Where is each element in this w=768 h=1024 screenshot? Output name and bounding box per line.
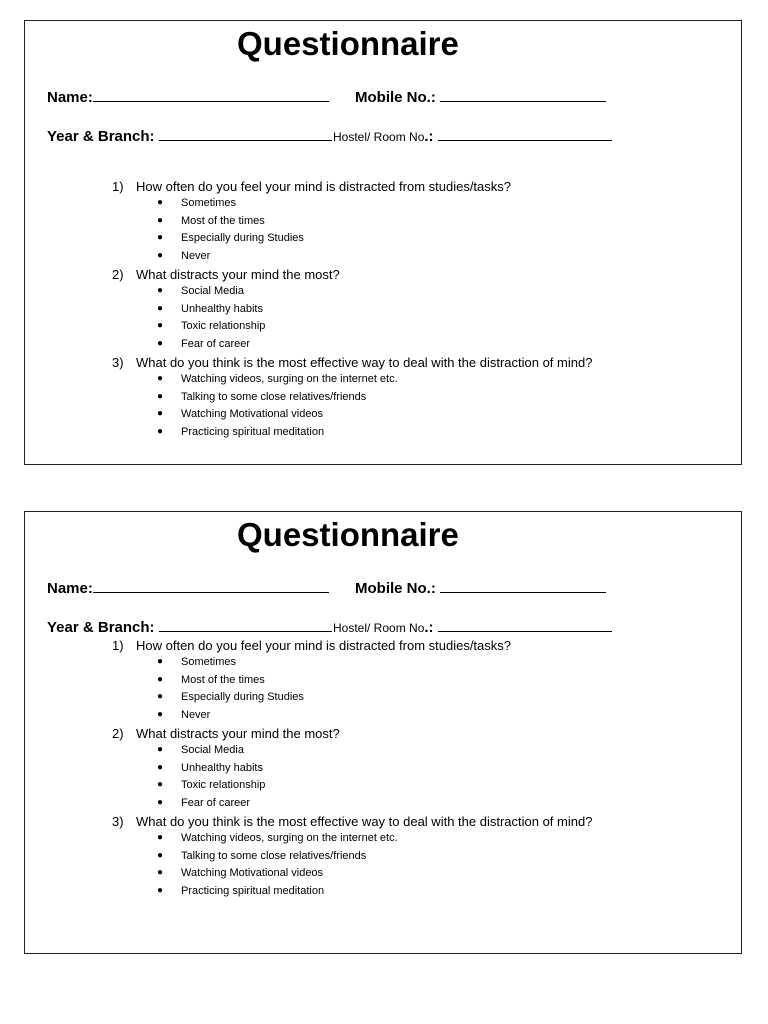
option-item[interactable] bbox=[112, 320, 712, 338]
question-1 bbox=[112, 179, 712, 197]
question-2 bbox=[112, 267, 712, 285]
bullet-icon: ● bbox=[157, 302, 164, 314]
option-text: Practicing spiritual meditation bbox=[181, 425, 325, 438]
option-item[interactable] bbox=[112, 850, 712, 868]
mobile-label: Mobile No.: bbox=[355, 89, 436, 106]
hostel-room-blank-line[interactable] bbox=[438, 126, 612, 141]
bullet-icon: ● bbox=[157, 232, 164, 243]
questionnaire-card-1 bbox=[24, 20, 742, 465]
bullet-icon: ● bbox=[157, 373, 164, 384]
questionnaire-card-2 bbox=[24, 511, 742, 954]
name-field[interactable] bbox=[47, 87, 329, 106]
option-item[interactable] bbox=[112, 408, 712, 426]
option-list bbox=[112, 373, 712, 443]
option-item[interactable] bbox=[112, 885, 712, 903]
option-text: Sometimes bbox=[181, 197, 237, 209]
hostel-room-colon: .: bbox=[424, 619, 434, 636]
option-text: Talking to some close relatives/friends bbox=[181, 849, 367, 862]
option-text: Especially during Studies bbox=[181, 232, 304, 244]
question-text: How often do you feel your mind is distracted from studies/tasks? bbox=[136, 179, 512, 194]
question-list bbox=[112, 179, 712, 443]
option-item[interactable] bbox=[112, 867, 712, 885]
option-item[interactable] bbox=[112, 197, 712, 215]
question-number: 3) bbox=[112, 355, 124, 370]
question-text: What do you think is the most effective way to deal with the distraction of mind? bbox=[136, 355, 593, 370]
bullet-icon: ● bbox=[157, 796, 164, 808]
question-number: 3) bbox=[112, 814, 124, 829]
option-text: Fear of career bbox=[181, 796, 251, 809]
bullet-icon: ● bbox=[157, 779, 164, 790]
option-text: Social Media bbox=[181, 285, 244, 297]
option-text: Watching videos, surging on the internet etc. bbox=[181, 832, 398, 844]
option-item[interactable] bbox=[112, 373, 712, 391]
option-text: Unhealthy habits bbox=[181, 302, 263, 315]
bullet-icon: ● bbox=[157, 408, 164, 419]
option-item[interactable] bbox=[112, 832, 712, 850]
hostel-room-field[interactable] bbox=[333, 126, 612, 145]
name-field[interactable] bbox=[47, 578, 329, 597]
question-text: What do you think is the most effective way to deal with the distraction of mind? bbox=[136, 814, 593, 829]
name-label: Name: bbox=[47, 89, 93, 106]
bullet-icon: ● bbox=[157, 832, 164, 843]
option-text: Toxic relationship bbox=[181, 320, 266, 332]
question-3 bbox=[112, 814, 712, 832]
option-list bbox=[112, 285, 712, 355]
option-item[interactable] bbox=[112, 656, 712, 674]
question-text: How often do you feel your mind is distracted from studies/tasks? bbox=[136, 638, 512, 653]
name-blank-line[interactable] bbox=[93, 578, 329, 593]
bullet-icon: ● bbox=[157, 691, 164, 702]
bullet-icon: ● bbox=[157, 656, 164, 667]
option-text: Fear of career bbox=[181, 337, 251, 350]
name-label: Name: bbox=[47, 580, 93, 597]
option-text: Watching Motivational videos bbox=[181, 408, 324, 420]
option-text: Social Media bbox=[181, 744, 244, 756]
option-text: Especially during Studies bbox=[181, 691, 304, 703]
option-item[interactable] bbox=[112, 744, 712, 762]
bullet-icon: ● bbox=[157, 425, 164, 437]
option-text: Most of the times bbox=[181, 673, 265, 686]
question-1 bbox=[112, 638, 712, 656]
option-item[interactable] bbox=[112, 303, 712, 321]
question-number: 2) bbox=[112, 726, 124, 741]
question-2 bbox=[112, 726, 712, 744]
name-blank-line[interactable] bbox=[93, 87, 329, 102]
option-list bbox=[112, 656, 712, 726]
mobile-field[interactable] bbox=[355, 87, 606, 106]
bullet-icon: ● bbox=[157, 673, 164, 685]
option-item[interactable] bbox=[112, 762, 712, 780]
hostel-room-label: Hostel/ Room No bbox=[333, 621, 425, 635]
year-branch-blank-line[interactable] bbox=[159, 617, 332, 632]
bullet-icon: ● bbox=[157, 285, 164, 296]
form-title: Questionnaire bbox=[237, 516, 459, 553]
option-item[interactable] bbox=[112, 215, 712, 233]
option-item[interactable] bbox=[112, 779, 712, 797]
option-item[interactable] bbox=[112, 250, 712, 268]
option-item[interactable] bbox=[112, 232, 712, 250]
question-text: What distracts your mind the most? bbox=[136, 726, 340, 741]
question-list bbox=[112, 638, 712, 902]
mobile-label: Mobile No.: bbox=[355, 580, 436, 597]
option-list bbox=[112, 744, 712, 814]
mobile-field[interactable] bbox=[355, 578, 606, 597]
year-branch-field[interactable] bbox=[47, 126, 332, 145]
bullet-icon: ● bbox=[157, 249, 164, 261]
hostel-room-colon: .: bbox=[424, 128, 434, 145]
option-text: Unhealthy habits bbox=[181, 761, 263, 774]
bullet-icon: ● bbox=[157, 849, 164, 861]
hostel-room-blank-line[interactable] bbox=[438, 617, 612, 632]
option-item[interactable] bbox=[112, 797, 712, 815]
option-text: Never bbox=[181, 249, 211, 262]
bullet-icon: ● bbox=[157, 337, 164, 349]
option-text: Watching Motivational videos bbox=[181, 867, 324, 879]
bullet-icon: ● bbox=[157, 197, 164, 208]
bullet-icon: ● bbox=[157, 390, 164, 402]
option-item[interactable] bbox=[112, 391, 712, 409]
year-branch-label: Year & Branch: bbox=[47, 128, 155, 145]
question-3 bbox=[112, 355, 712, 373]
question-text: What distracts your mind the most? bbox=[136, 267, 340, 282]
question-number: 1) bbox=[112, 638, 124, 653]
option-list bbox=[112, 197, 712, 267]
bullet-icon: ● bbox=[157, 884, 164, 896]
form-title: Questionnaire bbox=[237, 25, 459, 62]
option-text: Most of the times bbox=[181, 214, 265, 227]
bullet-icon: ● bbox=[157, 214, 164, 226]
hostel-room-field[interactable] bbox=[333, 617, 612, 636]
question-number: 2) bbox=[112, 267, 124, 282]
year-branch-blank-line[interactable] bbox=[159, 126, 332, 141]
option-text: Never bbox=[181, 708, 211, 721]
hostel-room-label: Hostel/ Room No bbox=[333, 130, 425, 144]
option-item[interactable] bbox=[112, 426, 712, 444]
mobile-blank-line[interactable] bbox=[440, 87, 606, 102]
option-text: Practicing spiritual meditation bbox=[181, 884, 325, 897]
year-branch-field[interactable] bbox=[47, 617, 332, 636]
option-text: Toxic relationship bbox=[181, 779, 266, 791]
option-item[interactable] bbox=[112, 338, 712, 356]
bullet-icon: ● bbox=[157, 867, 164, 878]
option-item[interactable] bbox=[112, 691, 712, 709]
mobile-blank-line[interactable] bbox=[440, 578, 606, 593]
option-list bbox=[112, 832, 712, 902]
bullet-icon: ● bbox=[157, 320, 164, 331]
question-number: 1) bbox=[112, 179, 124, 194]
option-item[interactable] bbox=[112, 674, 712, 692]
bullet-icon: ● bbox=[157, 744, 164, 755]
option-text: Sometimes bbox=[181, 656, 237, 668]
option-item[interactable] bbox=[112, 709, 712, 727]
option-item[interactable] bbox=[112, 285, 712, 303]
year-branch-label: Year & Branch: bbox=[47, 619, 155, 636]
option-text: Talking to some close relatives/friends bbox=[181, 390, 367, 403]
bullet-icon: ● bbox=[157, 708, 164, 720]
bullet-icon: ● bbox=[157, 761, 164, 773]
option-text: Watching videos, surging on the internet etc. bbox=[181, 373, 398, 385]
